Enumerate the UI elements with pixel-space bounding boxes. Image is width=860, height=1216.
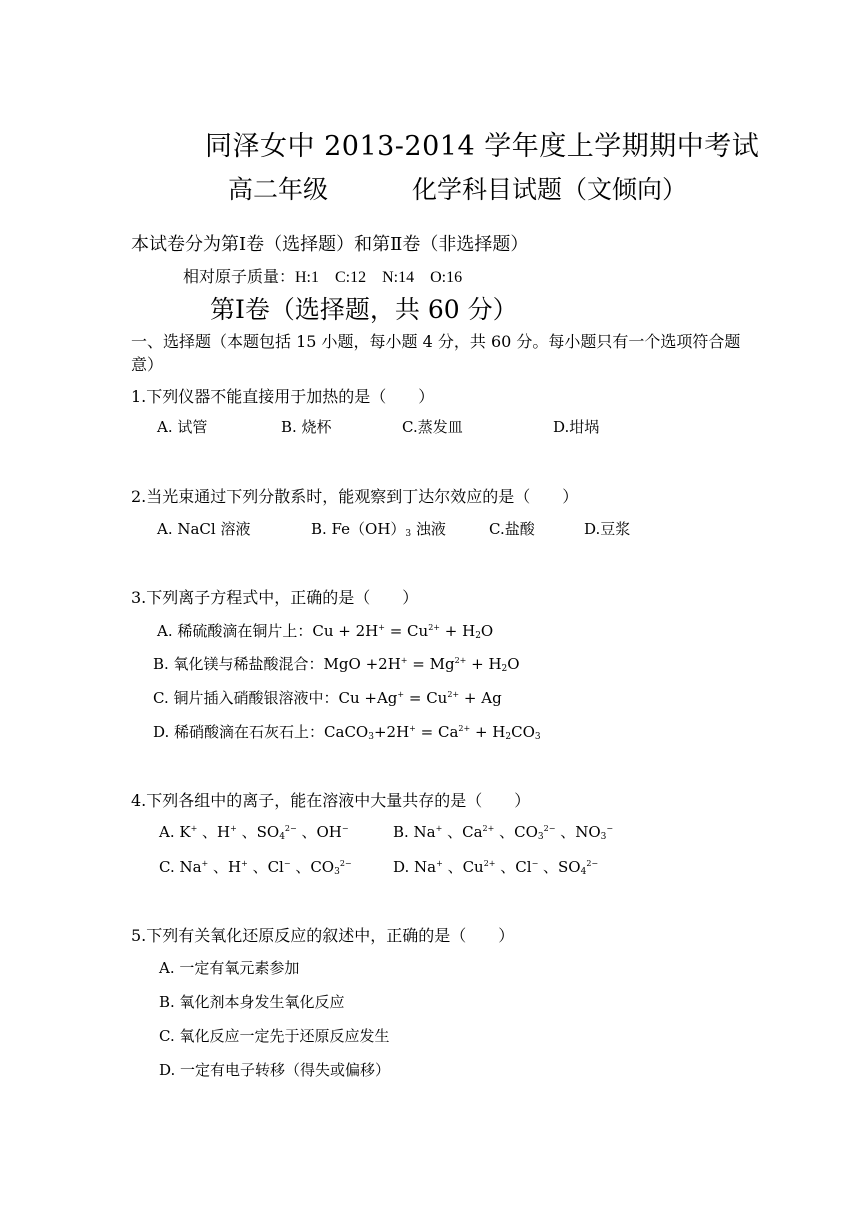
question-3-option-a: A. 稀硫酸滴在铜片上：$Cu + 2H^+ = Cu^{2+} + H_2O$ bbox=[157, 622, 494, 641]
question-2-option-c: C.盐酸 bbox=[489, 520, 535, 538]
grade-label: 高二年级 bbox=[228, 175, 329, 204]
section-title: 第Ⅰ卷（选择题，共 60 分） bbox=[210, 295, 518, 324]
question-1-option-a: A. 试管 bbox=[157, 418, 208, 436]
question-3-option-b: B. 氧化镁与稀盐酸混合：MgO $+2H^+ = Mg^{2+} + H_2O$ bbox=[153, 655, 520, 674]
question-1-option-c: C.蒸发皿 bbox=[402, 418, 463, 436]
question-5-option-a: A. 一定有氧元素参加 bbox=[159, 959, 300, 977]
question-4-option-a: A. K+ 、H+ 、$SO_4^{2-}$ 、OH− bbox=[159, 823, 349, 842]
question-2-option-a: A. NaCl 溶液 bbox=[157, 520, 251, 538]
question-4-option-b: B. Na+ 、$Ca^{2+}$ 、$CO_3^{2-}$ 、$NO_3^-$ bbox=[393, 823, 614, 842]
question-5-option-c: C. 氧化反应一定先于还原反应发生 bbox=[159, 1027, 390, 1045]
atomic-masses: 相对原子质量：H:1 C:12 N:14 O:16 bbox=[183, 269, 463, 286]
question-3-option-d: D. 稀硝酸滴在石灰石上：CaCO$_3$+2H+ = $Ca^{2+} + H_2CO_3$ bbox=[153, 723, 541, 742]
paper-structure: 本试卷分为第Ⅰ卷（选择题）和第Ⅱ卷（非选择题） bbox=[131, 234, 529, 255]
question-2-stem: 2.当光束通过下列分散系时，能观察到丁达尔效应的是（ ） bbox=[131, 487, 579, 506]
question-5-stem: 5.下列有关氧化还原反应的叙述中，正确的是（ ） bbox=[131, 926, 515, 945]
question-5-option-b: B. 氧化剂本身发生氧化反应 bbox=[159, 993, 345, 1011]
section-instructions: 一、选择题（本题包括 15 小题，每小题 4 分，共 60 分。每小题只有一个选项符合题意） bbox=[131, 332, 741, 374]
question-3-option-c: C. 铜片插入硝酸银溶液中：$Cu +Ag^+ = Cu^{2+} + Ag$ bbox=[153, 689, 502, 707]
question-4-option-d: D. Na+ 、$Cu^{2+}$ 、Cl− 、$SO_4^{2-}$ bbox=[393, 858, 599, 877]
question-5-option-d: D. 一定有电子转移（得失或偏移） bbox=[159, 1061, 391, 1079]
question-2-option-b: B. $Fe(OH)_3$ 浊液 bbox=[311, 520, 446, 539]
question-4-stem: 4.下列各组中的离子，能在溶液中大量共存的是（ ） bbox=[131, 791, 531, 810]
question-2-option-d: D.豆浆 bbox=[584, 520, 631, 538]
subject-title: 化学科目试题（文倾向） bbox=[412, 175, 688, 204]
exam-title: 同泽女中 2013-2014 学年度上学期期中考试 bbox=[205, 131, 760, 162]
question-1-stem: 1.下列仪器不能直接用于加热的是（ ） bbox=[131, 387, 435, 406]
question-3-stem: 3.下列离子方程式中，正确的是（ ） bbox=[131, 588, 419, 607]
question-1-option-b: B. 烧杯 bbox=[281, 418, 332, 436]
question-4-option-c: C. Na+ 、H+ 、Cl− 、$CO_3^{2-}$ bbox=[159, 858, 352, 877]
question-1-option-d: D.坩埚 bbox=[553, 418, 600, 436]
